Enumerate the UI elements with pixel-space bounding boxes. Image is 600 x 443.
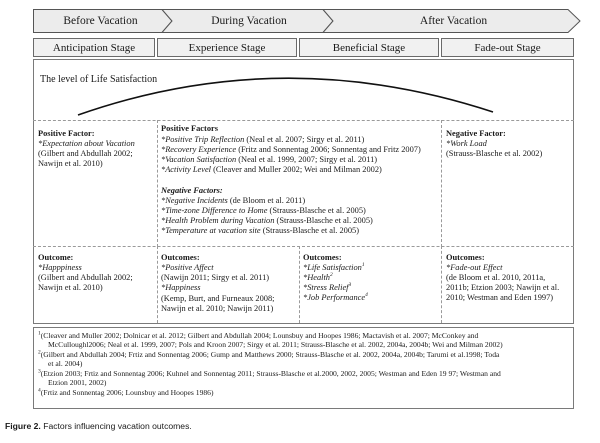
figure-caption: Figure 2. Factors influencing vacation outcomes. [5, 421, 192, 431]
outcome-heading-fadeout: Outcomes: [446, 253, 485, 262]
outcome-cite: 2011b; Etzion 2003; Nawijn et al. [446, 283, 560, 292]
divider-outcomes-2 [299, 246, 300, 323]
outcome-positive-affect: *Positive Affect [161, 263, 214, 272]
divider-outcomes [33, 246, 574, 247]
outcome-health: *Health$^2$ [303, 272, 333, 282]
anticipation-factor-item: *Expectation about Vacation [38, 139, 135, 148]
experience-negative-item: *Temperature at vacation site (Strauss-Blasche et al. 2005) [161, 226, 360, 235]
experience-positive-item: *Recovery Experience (Fritz and Sonnentag 2006; Sonnentag and Fritz 2007) [161, 145, 421, 154]
fadeout-factor-cite: (Strauss-Blasche et al. 2002) [446, 149, 543, 158]
outcome-happiness-experience: *Happiness [161, 283, 201, 292]
outcome-heading-beneficial: Outcomes: [303, 253, 342, 262]
outcome-cite: (Nawijn 2011; Sirgy et al. 2011) [161, 273, 270, 282]
divider-outcomes-3 [441, 246, 442, 323]
experience-positive-item: *Positive Trip Reflection (Neal et al. 2007; Sirgy et al. 2011) [161, 135, 365, 144]
experience-positive-heading: Positive Factors [161, 124, 218, 133]
outcome-cite: 2010; Westman and Eden 1997) [446, 293, 554, 302]
anticipation-factor-cite-2: Nawijn et al. 2010) [38, 159, 103, 168]
experience-negative-item: *Negative Incidents (de Bloom et al. 2011) [161, 196, 306, 205]
anticipation-factor-cite-1: (Gilbert and Abdullah 2002; [38, 149, 133, 158]
phase-label-after: After Vacation [419, 15, 488, 27]
divider-factors-2 [441, 120, 442, 247]
experience-positive-item: *Activity Level (Cleaver and Muller 2002; Wei and Milman 2002) [161, 165, 382, 174]
outcome-heading-experience: Outcomes: [161, 253, 200, 262]
stage-row [33, 38, 574, 59]
reference-4-line-1: $^4$(Frtiz and Sonnentag 2006; Lounsbuy and Hoopes 1986) [38, 387, 214, 397]
life-satisfaction-curve [33, 59, 574, 119]
phase-label-before: Before Vacation [63, 15, 138, 27]
fadeout-factor-item: *Work Load [446, 139, 487, 148]
reference-2-line-2: et al. 2004) [48, 359, 83, 368]
divider-curve [33, 120, 574, 121]
outcome-cite: (Gilbert and Abdullah 2002; [38, 273, 133, 282]
reference-1-line-1: $^1$(Cleaver and Muller 2002; Dolnicar et al. 2012; Gilbert and Abdullah 2004; Lounsbuy and Hoopes 1986; Mactavish et al. 2007; McConkey and [38, 330, 479, 340]
outcome-cite: Nawijn et al. 2010; Nawijn 2011) [161, 304, 274, 313]
outcome-stress-relief: *Stress Relief$^3$ [303, 282, 352, 292]
stage-fade-out: Fade-out Stage [441, 38, 574, 57]
experience-positive-item: *Vacation Satisfaction (Neal et al. 1999, 2007; Sirgy et al. 2011) [161, 155, 378, 164]
experience-negative-heading: Negative Factors: [161, 186, 223, 195]
reference-3-line-2: Etzion 2001, 2002) [48, 378, 107, 387]
anticipation-factor-heading: Positive Factor: [38, 129, 95, 138]
experience-negative-item: *Health Problem during Vacation (Strauss-Blasche et al. 2005) [161, 216, 373, 225]
stage-beneficial: Beneficial Stage [299, 38, 439, 57]
outcome-happiness-anticipation: *Happpiness [38, 263, 82, 272]
outcome-life-satisfaction: *Life Satisfaction$^1$ [303, 262, 365, 272]
experience-negative-item: *Time-zone Difference to Home (Strauss-Blasche et al. 2005) [161, 206, 366, 215]
fadeout-factor-heading: Negative Factor: [446, 129, 506, 138]
outcome-heading-anticipation: Outcome: [38, 253, 74, 262]
life-satisfaction-label: The level of Life Satisfaction [40, 74, 158, 85]
reference-2-line-1: $^2$(Gilbert and Abdullah 2004; Frtiz and Sonnentag 2006; Gump and Matthews 2000; Strauss-Blasche et al. 2002, 2004a, 2004b; Tarumi et al.1998; Toda [38, 349, 500, 359]
phase-arrow-row [33, 9, 581, 33]
references-box [33, 327, 574, 409]
divider-outcomes-1 [157, 246, 158, 323]
stage-experience: Experience Stage [157, 38, 297, 57]
stage-anticipation: Anticipation Stage [33, 38, 155, 57]
reference-3-line-1: $^3$(Etzion 2003; Frtiz and Sonnentag 2006; Kuhnel and Sonnentag 2011; Strauss-Blasche et al.2000, 2002, 2005; Westman and Eden 19 97; Westman and [38, 368, 501, 378]
outcome-job-performance: *Job Performance$^4$ [303, 292, 368, 302]
outcome-cite: (Kemp, Burt, and Furneaux 2008; [161, 294, 275, 303]
divider-factors-1 [157, 120, 158, 247]
outcome-cite: Nawijn et al. 2010) [38, 283, 103, 292]
outcome-fade-out-effect: *Fade-out Effect [446, 263, 503, 272]
reference-1-line-2: McCulloughl2006; Neal et al. 1999, 2007; Pols and Kroon 2007; Sirgy et al. 2011; Strauss-Blasche et al. 2002, 2004a, 2004b; Wei and Milman 2002) [48, 340, 503, 349]
outcome-cite: (de Bloom et al. 2010, 2011a, [446, 273, 546, 282]
phase-label-during: During Vacation [211, 15, 287, 27]
